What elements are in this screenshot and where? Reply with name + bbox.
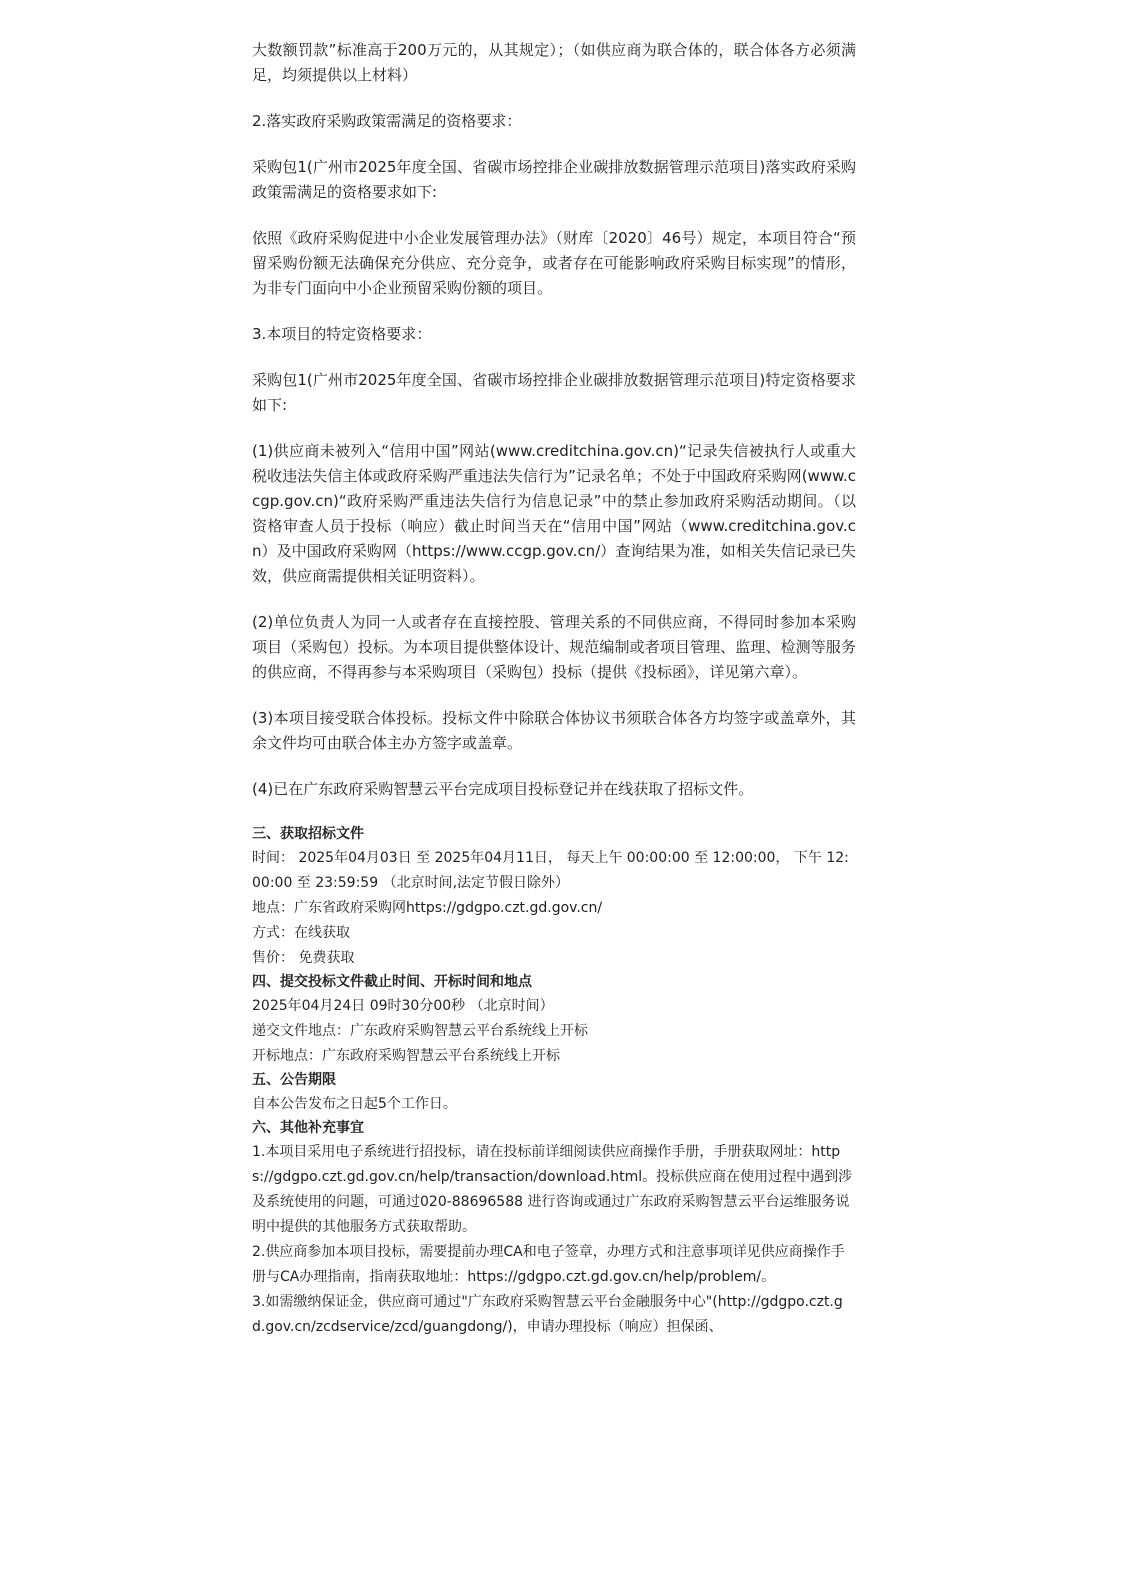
document-page [252,38,856,1340]
submit-place: 递交文件地点：广东政府采购智慧云平台系统线上开标 [252,1023,588,1039]
other-heading: 六、其他补充事宜 [252,1120,364,1136]
other-item-1: 1.本项目采用电子系统进行招投标，请在投标前详细阅读供应商操作手册，手册获取网址：https://gdgpo.czt.gd.gov.cn/help/transaction/download.html。投标供应商在使用过程中遇到涉及系统使用的问题，可通过020-88696588 进行咨询或通过广东政府采购智慧云平台运维服务说明中提供的其他服务方式获取帮助。 [252,1144,853,1235]
requirement-item-4: (4)已在广东政府采购智慧云平台完成项目投标登记并在线获取了招标文件。 [252,780,754,798]
requirement-item-1: (1)供应商未被列入“信用中国”网站(www.creditchina.gov.cn)“记录失信被执行人或重大税收违法失信主体或政府采购严重违法失信行为”记录名单；不处于中国政府采购网(www.ccgp.gov.cn)“政府采购严重违法失信行为信息记录”中的禁止参加政府采购活动期间。（以资格审查人员于投标（响应）截止时间当天在“信用中国”网站（www.creditchina.gov.cn）及中国政府采购网（https://www.ccgp.gov.cn/）查询结果为准，如相关失信记录已失效，供应商需提供相关证明资料）。 [252,442,856,585]
deadline-heading: 四、提交投标文件截止时间、开标时间和地点 [252,974,532,990]
period-heading: 五、公告期限 [252,1072,336,1088]
section-2-package-intro: 采购包1(广州市2025年度全国、省碳市场控排企业碳排放数据管理示范项目)落实政府采购政策需满足的资格要求如下: [252,158,856,201]
intro-paragraph: 大数额罚款”标准高于200万元的，从其规定）；（如供应商为联合体的，联合体各方必须满足，均须提供以上材料） [252,41,856,84]
requirement-item-2: (2)单位负责人为同一人或者存在直接控股、管理关系的不同供应商，不得同时参加本采购项目（采购包）投标。为本项目提供整体设计、规范编制或者项目管理、监理、检测等服务的供应商，不得再参与本采购项目（采购包）投标（提供《投标函》，详见第六章）。 [252,613,856,681]
section-3-title: 3.本项目的特定资格要求： [252,325,432,343]
other-item-2: 2.供应商参加本项目投标，需要提前办理CA和电子签章，办理方式和注意事项详见供应商操作手册与CA办理指南，指南获取地址：https://gdgpo.czt.gd.gov.cn/help/problem/。 [252,1244,845,1285]
requirement-item-3: (3)本项目接受联合体投标。投标文件中除联合体协议书须联合体各方均签字或盖章外，其余文件均可由联合体主办方签字或盖章。 [252,709,856,752]
obtain-place: 地点：广东省政府采购网https://gdgpo.czt.gd.gov.cn/ [252,900,603,916]
obtain-time: 时间： 2025年04月03日 至 2025年04月11日， 每天上午 00:00:00 至 12:00:00， 下午 12:00:00 至 23:59:59 （北京时间,法定节假日除外） [252,850,849,891]
open-place: 开标地点：广东政府采购智慧云平台系统线上开标 [252,1048,560,1064]
other-item-3: 3.如需缴纳保证金，供应商可通过"广东政府采购智慧云平台金融服务中心"(http://gdgpo.czt.gd.gov.cn/zcdservice/zcd/guangdong/)，申请办理投标（响应）担保函、 [252,1294,843,1335]
section-2-policy: 依照《政府采购促进中小企业发展管理办法》（财库〔2020〕46号）规定，本项目符合“预留采购份额无法确保充分供应、充分竞争，或者存在可能影响政府采购目标实现”的情形，为非专门面向中小企业预留采购份额的项目。 [252,229,856,297]
obtain-method: 方式：在线获取 [252,925,350,941]
period-text: 自本公告发布之日起5个工作日。 [252,1096,457,1112]
section-2-title: 2.落实政府采购政策需满足的资格要求： [252,112,522,130]
section-3-package-intro: 采购包1(广州市2025年度全国、省碳市场控排企业碳排放数据管理示范项目)特定资格要求如下: [252,371,856,414]
obtain-price: 售价： 免费获取 [252,950,355,966]
deadline-time: 2025年04月24日 09时30分00秒 （北京时间） [252,998,554,1014]
obtain-heading: 三、获取招标文件 [252,826,364,842]
